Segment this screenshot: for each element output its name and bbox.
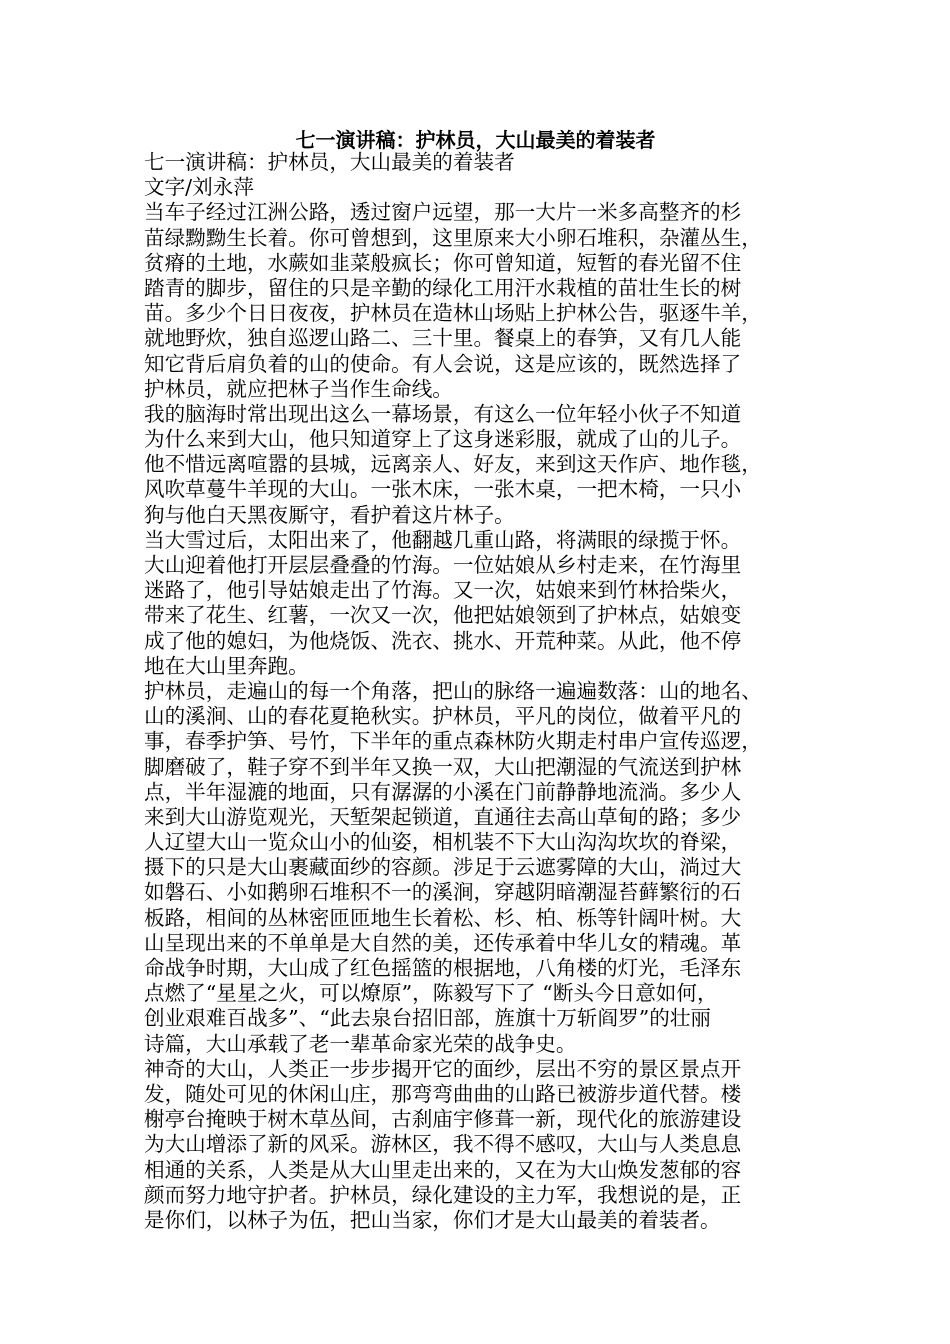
text-line: 护林员，就应把林子当作生命线。 [144,376,453,401]
text-line: 命战争时期，大山成了红色摇篮的根据地，八角楼的灯光，毛泽东 [144,956,742,980]
text-line: 风吹草蔓牛羊现的大山。一张木床，一张木桌，一把木椅，一只小 [144,477,742,502]
text-line: 狗与他白天黑夜厮守，看护着这片林子。 [144,502,515,527]
text-line: 脚磨破了，鞋子穿不到半年又换一双，大山把潮湿的气流送到护林 [144,754,742,779]
text-line: 大山迎着他打开层层叠叠的竹海。一位姑娘从乡村走来，在竹海里 [144,553,742,577]
text-line: 颜而努力地守护者。护林员，绿化建设的主力军，我想说的是，正 [144,1182,742,1207]
text-line: 踏青的脚步，留住的只是辛勤的绿化工用汗水栽植的苗壮生长的树 [144,275,742,300]
text-line: 当大雪过后，太阳出来了，他翻越几重山路，将满眼的绿揽于怀。 [144,527,742,552]
text-line: 诗篇，大山承载了老一辈革命家光荣的战争史。 [144,1031,577,1056]
text-line: 相通的关系，人类是从大山里走出来的，又在为大山焕发葱郁的容 [144,1157,742,1182]
text-line: 苗。多少个日日夜夜，护林员在造林山场贴上护林公告，驱逐牛羊， [144,301,762,326]
text-line: 为什么来到大山，他只知道穿上了这身迷彩服，就成了山的儿子。 [144,427,742,452]
document-body [144,150,814,1233]
text-line-subtitle: 七一演讲稿：护林员，大山最美的着装者 [144,150,515,174]
text-line: 护林员，走遍山的每一个角落，把山的脉络一遍遍数落：山的地名、 [144,678,762,703]
text-line: 当车子经过江洲公路，透过窗户远望，那一大片一米多高整齐的杉 [144,200,742,225]
text-line: 带来了花生、红薯，一次又一次，他把姑娘领到了护林点，姑娘变 [144,603,742,628]
text-line: 成了他的媳妇，为他烧饭、洗衣、挑水、开荒种菜。从此，他不停 [144,628,742,653]
text-line: 事，春季护笋、号竹，下半年的重点森林防火期走村串户宣传巡逻， [144,729,762,754]
text-line: 人辽望大山一览众山小的仙姿，相机装不下大山沟沟坎坎的脊梁， [144,830,742,855]
document-title: 七一演讲稿：护林员，大山最美的着装者 [295,128,656,152]
text-line: 地在大山里奔跑。 [144,653,309,678]
text-line: 为大山增添了新的风采。游林区，我不得不感叹，大山与人类息息 [144,1132,742,1157]
text-line: 板路，相间的丛林密匝匝地生长着松、杉、柏、栎等针阔叶树。大 [144,905,742,930]
text-line: 他不惜远离喧嚣的县城，远离亲人、好友，来到这天作庐、地作毯， [144,452,762,477]
text-line: 迷路了，他引导姑娘走出了竹海。又一次，姑娘来到竹林拾柴火， [144,578,742,603]
text-line: 知它背后肩负着的山的使命。有人会说，这是应该的，既然选择了 [144,351,742,376]
text-line: 点，半年湿漉的地面，只有潺潺的小溪在门前静静地流淌。多少人 [144,779,742,804]
text-line: 榭亭台掩映于树木草丛间，古刹庙宇修葺一新，现代化的旅游建设 [144,1107,742,1132]
text-line: 神奇的大山，人类正一步步揭开它的面纱，层出不穷的景区景点开 [144,1056,742,1081]
text-line: 我的脑海时常出现出这么一幕场景，有这么一位年轻小伙子不知道 [144,401,742,426]
text-line: 苗绿黝黝生长着。你可曾想到，这里原来大小卵石堆积，杂灌丛生， [144,225,762,250]
text-line: 山呈现出来的不单单是大自然的美，还传承着中华儿女的精魂。革 [144,930,742,955]
text-line: 就地野炊，独自巡逻山路二、三十里。餐桌上的春笋，又有几人能 [144,326,742,351]
text-line: 如磐石、小如鹅卵石堆积不一的溪涧，穿越阴暗潮湿苔藓繁衍的石 [144,880,742,905]
text-line: 山的溪涧、山的春花夏艳秋实。护林员，平凡的岗位，做着平凡的 [144,704,742,729]
text-line: 点燃了“星星之火，可以燎原”，陈毅写下了 “断头今日意如何， [144,981,718,1006]
text-line: 发，随处可见的休闲山庄，那弯弯曲曲的山路已被游步道代替。楼 [144,1081,742,1106]
text-line: 摄下的只是大山裹藏面纱的容颜。涉足于云遮雾障的大山，淌过大 [144,855,742,880]
text-line-author: 文字/刘永萍 [144,175,254,200]
text-line: 贫瘠的土地，水蕨如韭菜般疯长；你可曾知道，短暂的春光留不住 [144,250,742,275]
text-line: 来到大山游览观光，天堑架起锁道，直通往去高山草甸的路；多少 [144,804,742,829]
text-line: 是你们，以林子为伍，把山当家，你们才是大山最美的着装者。 [144,1207,721,1232]
text-line: 创业艰难百战多”、“此去泉台招旧部，旌旗十万斩阎罗”的壮丽 [144,1006,712,1031]
